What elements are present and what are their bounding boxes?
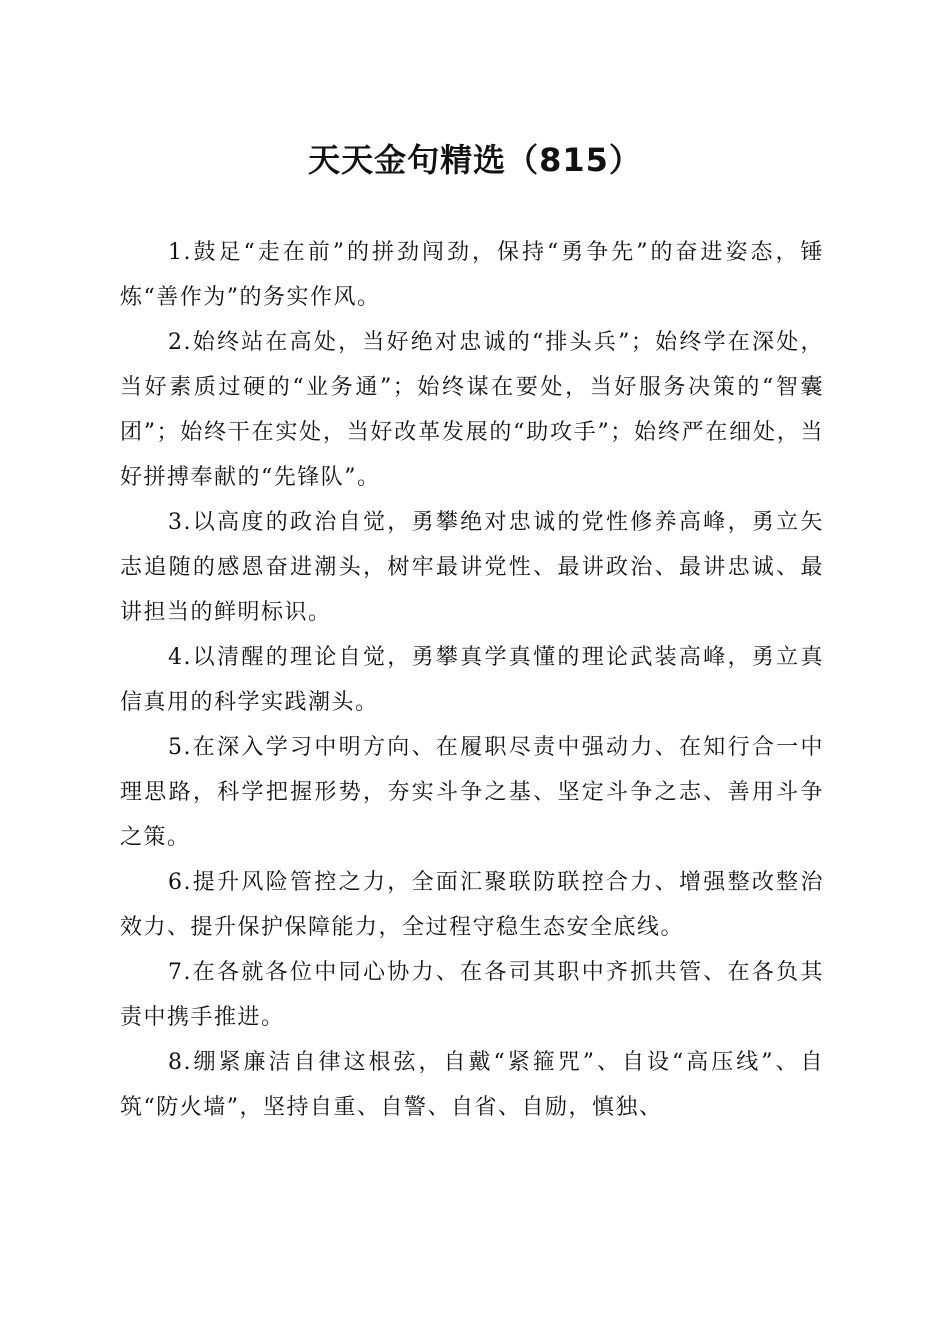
paragraph-8: 8.绷紧廉洁自律这根弦，自戴“紧箍咒”、自设“高压线”、自筑“防火墙”，坚持自重、自警、自省、自励，慎独、 [120, 1050, 824, 1120]
paragraph-5: 5.在深入学习中明方向、在履职尽责中强动力、在知行合一中理思路，科学把握形势，夯实斗争之基、坚定斗争之志、善用斗争之策。 [120, 735, 824, 850]
paragraph-1: 1.鼓足“走在前”的拼劲闯劲，保持“勇争先”的奋进姿态，锤炼“善作为”的务实作风。 [120, 240, 824, 310]
paragraph-4: 4.以清醒的理论自觉，勇攀真学真懂的理论武装高峰，勇立真信真用的科学实践潮头。 [120, 645, 824, 715]
paragraph-7: 7.在各就各位中同心协力、在各司其职中齐抓共管、在各负其责中携手推进。 [120, 960, 824, 1030]
paragraph-6: 6.提升风险管控之力，全面汇聚联防联控合力、增强整改整治效力、提升保护保障能力，全过程守稳生态安全底线。 [120, 870, 824, 940]
page-title: 天天金句精选（815） [308, 141, 642, 179]
document-body [120, 230, 824, 1130]
paragraph-2: 2.始终站在高处，当好绝对忠诚的“排头兵”；始终学在深处，当好素质过硬的“业务通”；始终谋在要处，当好服务决策的“智囊团”；始终干在实处，当好改革发展的“助攻手”；始终严在细处，当好拼搏奉献的“先锋队”。 [120, 330, 824, 490]
paragraph-3: 3.以高度的政治自觉，勇攀绝对忠诚的党性修养高峰，勇立矢志追随的感恩奋进潮头，树牢最讲党性、最讲政治、最讲忠诚、最讲担当的鲜明标识。 [120, 510, 824, 625]
